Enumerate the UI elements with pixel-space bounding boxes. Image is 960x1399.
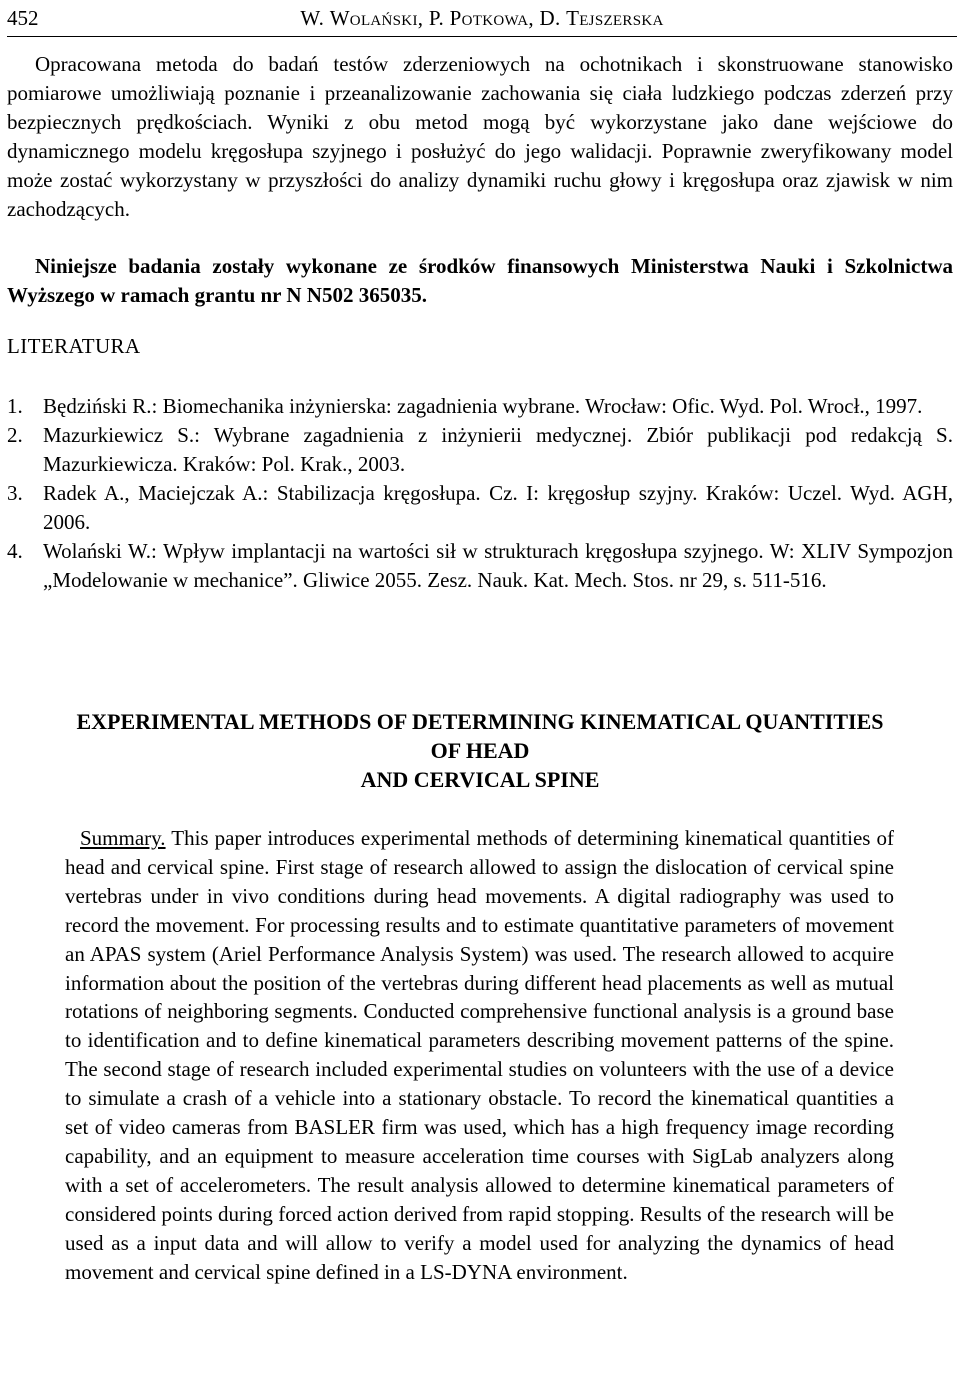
reference-item (7, 537, 953, 595)
reference-list (7, 392, 953, 595)
running-head-authors (7, 6, 957, 31)
english-title (0, 707, 960, 794)
reference-item (7, 479, 953, 537)
author-3-surname: Tejszerska (566, 6, 664, 30)
reference-text: Będziński R.: Biomechanika inżynierska: zagadnienia wybrane. Wrocław: Ofic. Wyd. Pol. Wrocł., 1997. (43, 394, 923, 418)
literature-heading: LITERATURA (7, 334, 141, 358)
reference-text: Radek A., Maciejczak A.: Stabilizacja kręgosłupa. Cz. I: kręgosłup szyjny. Kraków: Uczel. Wyd. AGH, 2006. (43, 481, 953, 534)
author-separator: , (417, 6, 429, 30)
body-paragraph: Opracowana metoda do badań testów zderzeniowych na ochotnikach i skonstruowane stanowisko pomiarowe umożliwiają poznanie i przeanalizowanie zachowania się ciała ludzkiego podczas zderzeń przy bezpiecznych prędkościach. Wyniki z obu metod mogą być wykorzystane jako dane wejściowe do dynamicznego modelu kręgosłupa szyjnego i posłużyć do jego walidacji. Poprawnie zweryfikowany model może zostać wykorzystany w przyszłości do analizy dynamiki ruchu głowy i kręgosłupa oraz zjawisk w nim zachodzących. (7, 52, 953, 221)
reference-item (7, 392, 953, 421)
author-1-initial: W. (300, 6, 330, 30)
english-title-line-3: AND CERVICAL SPINE (360, 767, 600, 792)
summary-label: Summary. (80, 826, 166, 850)
author-3-initial: D. (539, 6, 567, 30)
summary-text: This paper introduces experimental methods of determining kinematical quantities of head and cervical spine. First stage of research allowed to assign the dislocation of cervical spine vertebras under in vivo conditions during head movements. A digital radiography was used to record the movement. For processing results and to estimate quantitative parameters of movement an APAS system (Ariel Performance Analysis System) was used. The research allowed to acquire information about the position of the vertebras during different head placements as well as mutual rotations of neighboring segments. Conducted comprehensive functional analysis is a ground base to identification and to define kinematical parameters describing movement patterns of the spine. The second stage of research included experimental studies on volunteers with the use of a device to simulate a crash of a vehicle into a stationary obstacle. To record the kinematical quantities a set of video cameras from BASLER firm was used, which has a high frequency image recording capability, and an equipment to measure acceleration time courses with SigLab analyzers along with a set of accelerometers. The result analysis allowed to determine kinematical parameters of considered points during forced action derived from rapid stopping. Results of the research will be used as a input data and will allow to verify a model used for analyzing the dynamics of head movement and cervical spine defined in a LS-DYNA environment. (65, 826, 895, 1284)
author-2-surname: Potkowa (449, 6, 529, 30)
author-1-surname: Wolański (329, 6, 418, 30)
reference-number: 2. (7, 423, 23, 447)
reference-text: Mazurkiewicz S.: Wybrane zagadnienia z inżynierii medycznej. Zbiór publikacji pod redakcją S. Mazurkiewicza. Kraków: Pol. Krak., 2003. (43, 423, 953, 476)
acknowledgement-paragraph: Niniejsze badania zostały wykonane ze środków finansowych Ministerstwa Nauki i Szkolnictwa Wyższego w ramach grantu nr N N502 365035. (7, 254, 953, 307)
page-number: 452 (7, 6, 39, 30)
reference-item (7, 421, 953, 479)
english-title-line-1: EXPERIMENTAL METHODS OF DETERMINING KINEMATICAL QUANTITIES (76, 709, 884, 734)
reference-text: Wolański W.: Wpływ implantacji na wartości sił w strukturach kręgosłupa szyjnego. W: XLIV Sympozjon „Modelowanie w mechanice”. Gliwice 2055. Zesz. Nauk. Kat. Mech. Stos. nr 29, s. 511-516. (43, 539, 953, 592)
english-title-line-2: OF HEAD (430, 738, 530, 763)
page-header (7, 4, 957, 37)
author-separator: , (528, 6, 540, 30)
reference-number: 4. (7, 539, 23, 563)
author-2-initial: P. (428, 6, 450, 30)
reference-number: 3. (7, 481, 23, 505)
summary-paragraph (65, 824, 894, 1287)
reference-number: 1. (7, 394, 23, 418)
